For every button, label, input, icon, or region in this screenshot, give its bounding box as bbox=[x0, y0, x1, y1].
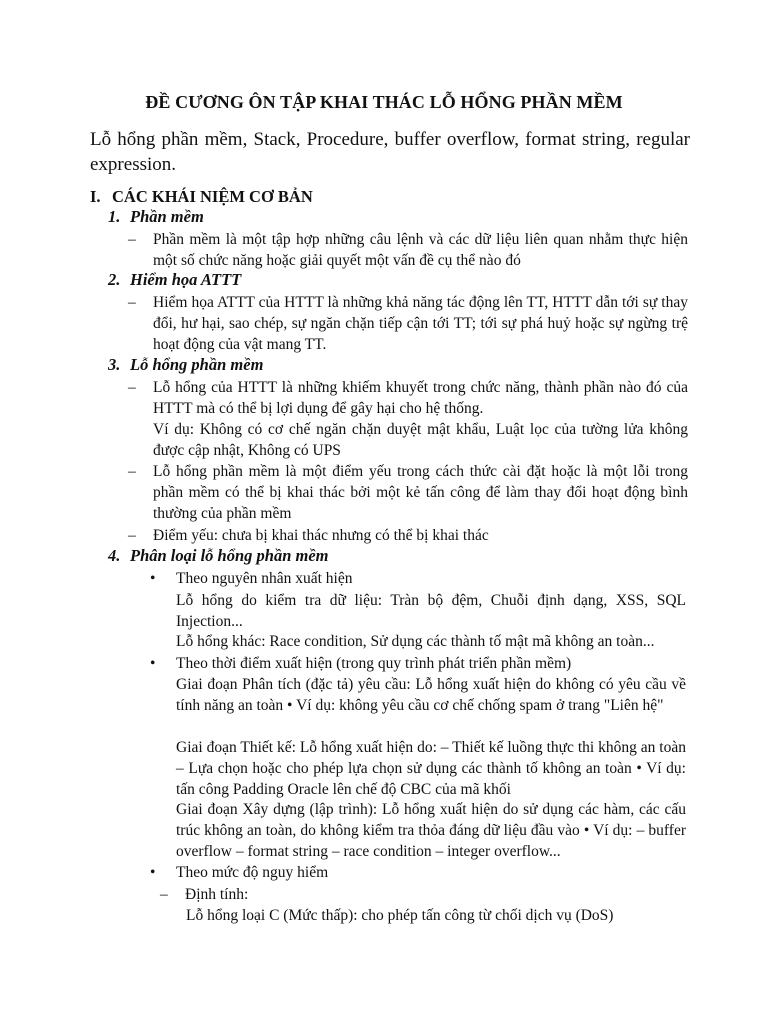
subsection-heading-3 bbox=[108, 355, 263, 375]
subsection-number: 2. bbox=[108, 270, 121, 289]
bullet-label: Theo thời điểm xuất hiện (trong quy trình phát triển phần mềm) bbox=[176, 655, 572, 672]
bullet-label: Theo mức độ nguy hiểm bbox=[176, 864, 329, 881]
bullet-detail: Lỗ hổng khác: Race condition, Sử dụng các thành tố mật mã không an toàn... bbox=[176, 633, 655, 650]
bullet-marker: • bbox=[150, 655, 156, 672]
subsection-title: Phân loại lỗ hổng phần mềm bbox=[130, 546, 329, 565]
subsection-heading-1 bbox=[108, 207, 204, 227]
bullet-detail: Giai đoạn Xây dựng (lập trình): Lỗ hổng xuất hiện do sử dụng các hàm, các cấu trúc không an toàn, do không kiểm tra thỏa đáng dữ liệu đầu vào • Ví dụ: – buffer overflow – format string – race condition – integer overflow... bbox=[176, 801, 686, 860]
bullet-detail: Lỗ hổng loại C (Mức thấp): cho phép tấn công từ chối dịch vụ (DoS) bbox=[186, 907, 614, 924]
bullet-label: Theo nguyên nhân xuất hiện bbox=[176, 570, 353, 587]
section-number: I. bbox=[90, 187, 101, 206]
subsection-number: 3. bbox=[108, 355, 121, 374]
subsection-number: 4. bbox=[108, 546, 121, 565]
subsection-heading-4 bbox=[108, 546, 329, 566]
subsection-title: Lỗ hổng phần mềm bbox=[130, 355, 264, 374]
intro-paragraph: Lỗ hổng phần mềm, Stack, Procedure, buffer overflow, format string, regular expression. bbox=[90, 129, 690, 175]
document-title: ĐỀ CƯƠNG ÔN TẬP KHAI THÁC LỖ HỔNG PHẦN MỀM bbox=[145, 92, 623, 112]
list-item-text: Lỗ hổng phần mềm là một điểm yếu trong cách thức cài đặt hoặc là một lỗi trong phần mềm có thể bị khai thác bởi một kẻ tấn công để làm thay đổi hoạt động bình thường của phần mềm bbox=[153, 463, 688, 522]
bullet-detail: Giai đoạn Thiết kế: Lỗ hổng xuất hiện do: – Thiết kế luồng thực thi không an toàn – Lựa chọn hoặc cho phép lựa chọn sử dụng các thành tố không an toàn • Ví dụ: tấn công Padding Oracle lên chế độ CBC của mã khối bbox=[176, 739, 686, 798]
bullet-marker: • bbox=[150, 570, 156, 587]
dash-marker: – bbox=[128, 463, 136, 480]
subsection-number: 1. bbox=[108, 207, 121, 226]
subsection-title: Phần mềm bbox=[130, 207, 204, 226]
list-item-text: Định tính: bbox=[185, 886, 249, 903]
dash-marker: – bbox=[128, 527, 136, 544]
section-title: CÁC KHÁI NIỆM CƠ BẢN bbox=[112, 187, 313, 206]
bullet-detail: Giai đoạn Phân tích (đặc tả) yêu cầu: Lỗ hổng xuất hiện do không có yêu cầu về tính năng an toàn • Ví dụ: không yêu cầu cơ chế chống spam ở trang "Liên hệ" bbox=[176, 676, 686, 714]
dash-marker: – bbox=[128, 294, 136, 311]
subsection-heading-2 bbox=[108, 270, 241, 290]
dash-marker: – bbox=[128, 379, 136, 396]
list-item-text: Lỗ hổng của HTTT là những khiếm khuyết trong chức năng, thành phần nào đó của HTTT mà có thể bị lợi dụng để gây hại cho hệ thống. bbox=[153, 379, 688, 417]
section-heading-1 bbox=[90, 187, 313, 207]
subsection-title: Hiểm họa ATTT bbox=[130, 270, 242, 289]
list-item-text: Phần mềm là một tập hợp những câu lệnh và các dữ liệu liên quan nhằm thực hiện một số chức năng hoặc giải quyết một vấn đề cụ thể nào đó bbox=[153, 231, 688, 269]
bullet-detail: Lỗ hổng do kiểm tra dữ liệu: Tràn bộ đệm, Chuỗi định dạng, XSS, SQL Injection... bbox=[176, 592, 686, 630]
list-item-text: Điểm yếu: chưa bị khai thác nhưng có thể bị khai thác bbox=[153, 527, 489, 544]
dash-marker: – bbox=[160, 886, 168, 903]
bullet-marker: • bbox=[150, 864, 156, 881]
list-item-text: Hiểm họa ATTT của HTTT là những khả năng tác động lên TT, HTTT dẫn tới sự thay đổi, hư hại, sao chép, sự ngăn chặn tiếp cận tới TT; tới sự phá huỷ hoặc sự ngừng trệ hoạt động của vật mang TT. bbox=[153, 294, 688, 353]
example-text: Ví dụ: Không có cơ chế ngăn chặn duyệt mật khẩu, Luật lọc của tường lửa không được cập nhật, Không có UPS bbox=[153, 421, 688, 459]
dash-marker: – bbox=[128, 231, 136, 248]
